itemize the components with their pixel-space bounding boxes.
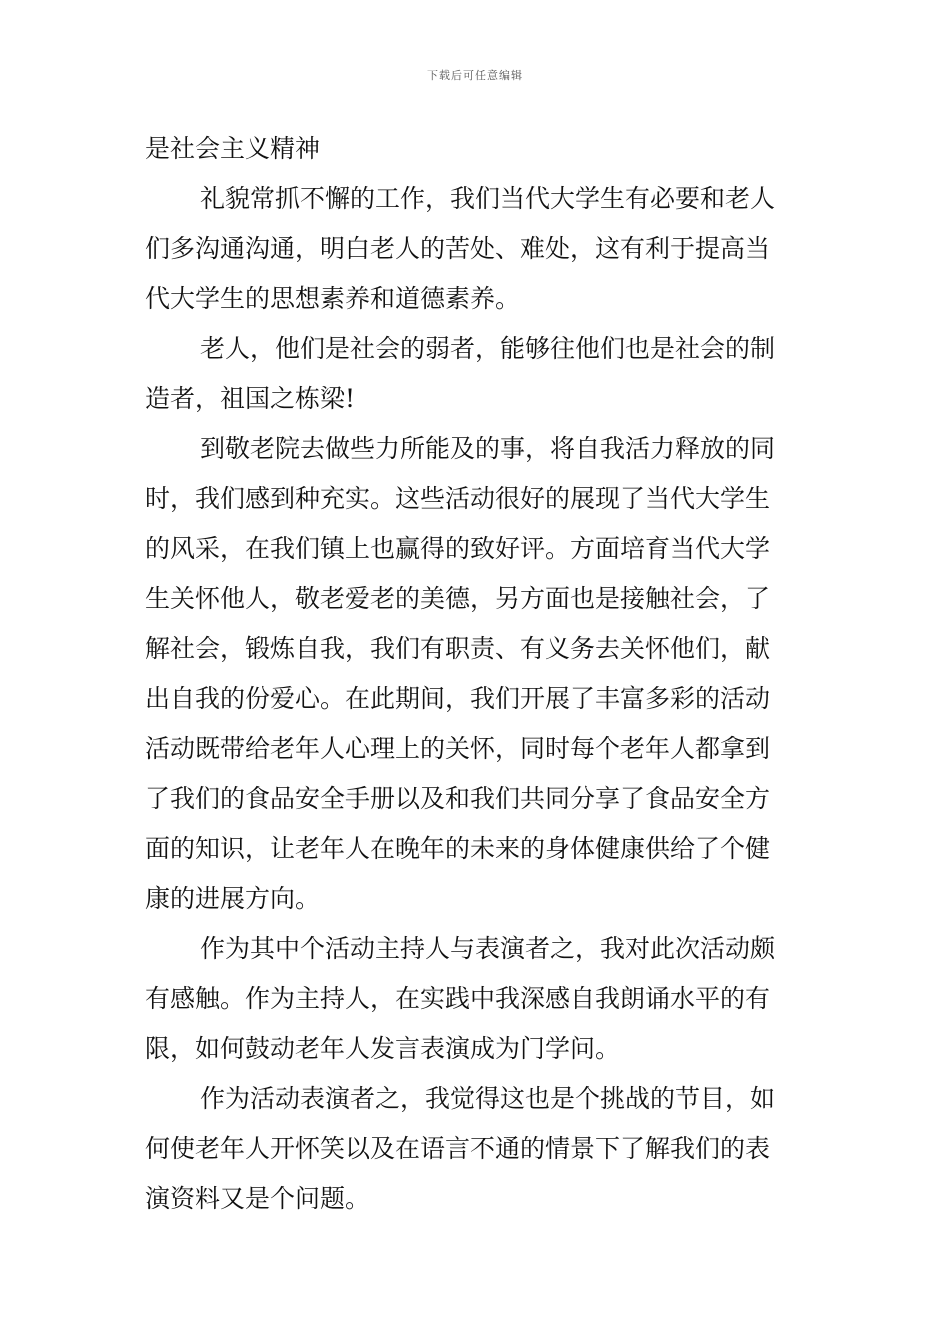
paragraph <box>145 324 810 424</box>
paragraph <box>145 924 810 1074</box>
text-line: 出自我的份爱心。在此期间，我们开展了丰富多彩的活动 <box>145 684 771 713</box>
text-line: 到敬老院去做些力所能及的事，将自我活力释放的同 <box>200 434 776 463</box>
text-line: 作为其中个活动主持人与表演者之，我对此次活动颇 <box>200 934 776 963</box>
text-line: 有感触。作为主持人，在实践中我深感自我朗诵水平的有 <box>145 984 771 1013</box>
text-line: 造者，祖国之栋梁! <box>145 384 356 413</box>
text-line: 礼貌常抓不懈的工作，我们当代大学生有必要和老人 <box>200 184 776 213</box>
text-line: 代大学生的思想素养和道德素养。 <box>145 284 521 313</box>
paragraph <box>145 424 810 924</box>
paragraph <box>145 1074 810 1224</box>
text-line: 的风采，在我们镇上也赢得的致好评。方面培育当代大学 <box>145 534 771 563</box>
document-body <box>145 124 810 1224</box>
text-line: 演资料又是个问题。 <box>145 1184 371 1213</box>
text-line: 活动既带给老年人心理上的关怀，同时每个老年人都拿到 <box>145 734 771 763</box>
paragraph <box>145 124 810 174</box>
paragraph <box>145 174 810 324</box>
text-line: 生关怀他人，敬老爱老的美德，另方面也是接触社会，了 <box>145 584 771 613</box>
text-line: 康的进展方向。 <box>145 884 321 913</box>
text-line: 时，我们感到种充实。这些活动很好的展现了当代大学生 <box>145 484 771 513</box>
text-line: 限，如何鼓动老年人发言表演成为门学问。 <box>145 1034 621 1063</box>
text-line: 面的知识，让老年人在晚年的未来的身体健康供给了个健 <box>145 834 771 863</box>
text-line: 了我们的食品安全手册以及和我们共同分享了食品安全方 <box>145 784 771 813</box>
text-line: 作为活动表演者之，我觉得这也是个挑战的节目，如 <box>200 1084 776 1113</box>
text-line: 们多沟通沟通，明白老人的苦处、难处，这有利于提高当 <box>145 234 771 263</box>
text-line: 是社会主义精神 <box>145 134 321 163</box>
text-line: 解社会，锻炼自我，我们有职责、有义务去关怀他们，献 <box>145 634 771 663</box>
header-note: 下载后可任意编辑 <box>427 69 523 82</box>
text-line: 何使老年人开怀笑以及在语言不通的情景下了解我们的表 <box>145 1134 771 1163</box>
text-line: 老人，他们是社会的弱者，能够往他们也是社会的制 <box>200 334 776 363</box>
